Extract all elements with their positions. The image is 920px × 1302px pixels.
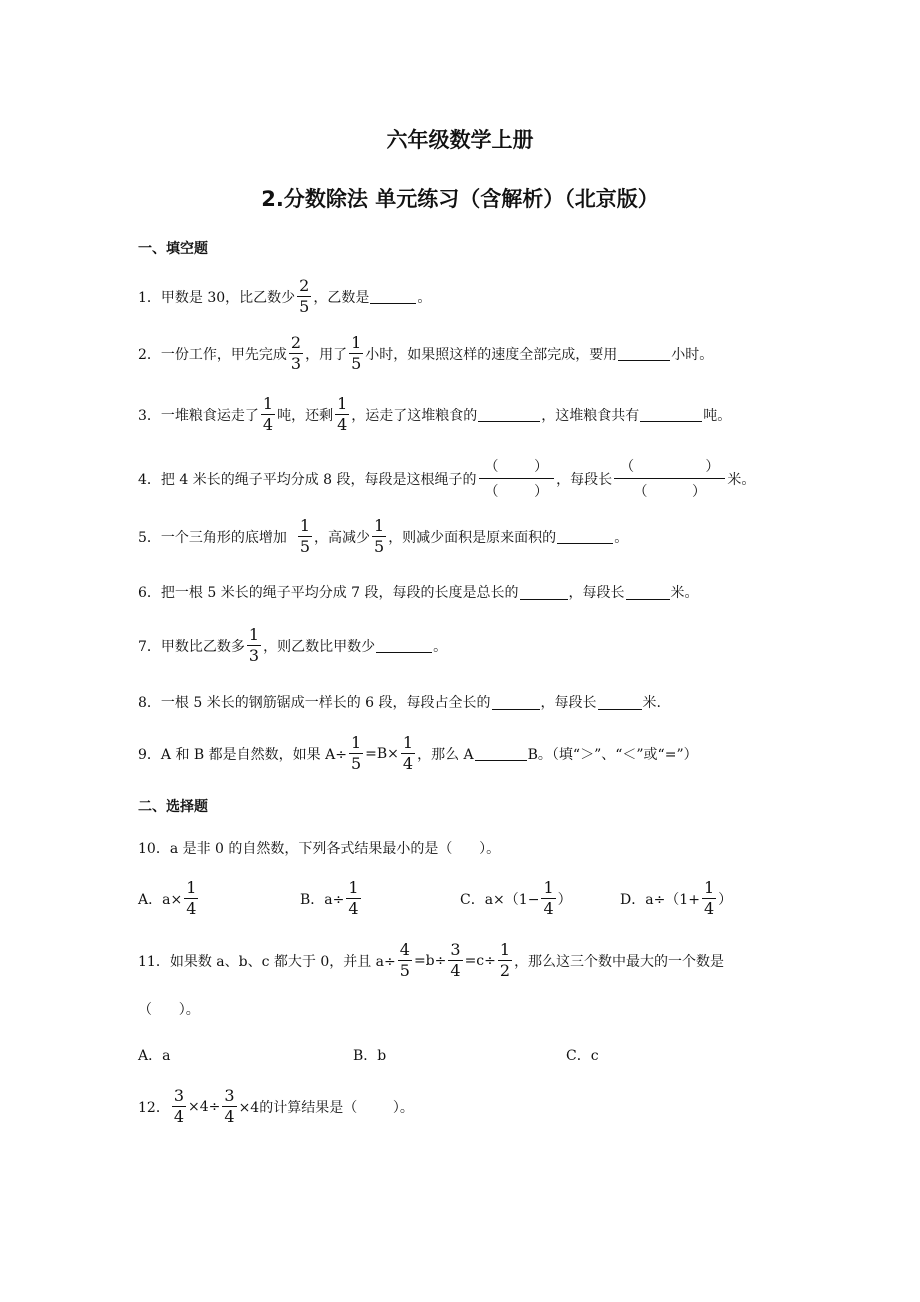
answer-blank[interactable] [598,695,642,710]
question-2: 2．一份工作，甲先完成 $\frac{2}{3}$ ，用了 $\frac{1}{5}$ 小时，如果照这样的速度全部完成，要用 小时。 [138,333,714,373]
answer-blank[interactable] [478,407,540,422]
option-d[interactable]: D．a÷（1+ $\frac{1}{4}$ ） [620,878,733,918]
answer-blank[interactable] [520,585,568,600]
fraction: $\frac{1}{4}$ [348,878,359,918]
answer-blank[interactable] [376,638,432,653]
fraction: $\frac{1}{4}$ [703,878,715,918]
document-subtitle: 2.分数除法 单元练习（含解析）（北京版） [261,187,659,211]
option-b[interactable]: B．a÷ $\frac{1}{4}$ [300,878,359,918]
fraction: $\frac{1}{4}$ [402,733,414,773]
fraction: $\frac{1}{4}$ [337,394,348,434]
fraction: $\frac{3}{4}$ [450,940,461,980]
answer-blank[interactable] [492,695,540,710]
question-3: 3．一堆粮食运走了 $\frac{1}{4}$ 吨，还剩 $\frac{1}{4}$ ，运走了这堆粮食的 ，这堆粮食共有 吨。 [138,394,732,434]
fraction: $\frac{1}{4}$ [186,878,197,918]
section-fill-in-blank: 一、填空题 [138,241,208,257]
answer-blank[interactable] [640,407,702,422]
question-8: 8．一根 5 米长的钢筋锯成一样长的 6 段，每段占全长的 ，每段长 米. [138,695,661,711]
paren-fraction[interactable]: $\frac{( )}{( )}$ [614,456,725,501]
fraction: $\frac{3}{4}$ [173,1086,185,1126]
fraction: $\frac{1}{5}$ [350,733,362,773]
question-11-line-2: （ ）。 [138,1002,200,1018]
question-11: 11．如果数 a、b、c 都大于 0，并且 a÷ $\frac{4}{5}$ =b÷ $\frac{3}{4}$ =c÷ $\frac{1}{2}$ ，那么这三个数中最大的一个数是 [138,940,725,980]
fraction: $\frac{1}{2}$ [499,940,511,980]
fraction: $\frac{1}{5}$ [351,333,362,373]
fraction: $\frac{3}{4}$ [224,1086,235,1126]
section-multiple-choice: 二、选择题 [138,799,208,815]
fraction: $\frac{1}{5}$ [374,516,385,556]
fraction: $\frac{1}{5}$ [299,516,310,556]
answer-blank[interactable] [618,346,670,361]
question-1: 1．甲数是 30，比乙数少 $\frac{2}{5}$ ，乙数是 。 [138,276,432,316]
option-a[interactable]: A．a× $\frac{1}{4}$ [138,878,197,918]
question-9: 9．A 和 B 都是自然数，如果 A÷ $\frac{1}{5}$ =B× $\frac{1}{4}$ ，那么 A B。（填“＞”、“＜”或“=”） [138,733,698,773]
question-6: 6．把一根 5 米长的绳子平均分成 7 段，每段的长度是总长的 ，每段长 米。 [138,585,699,601]
answer-blank[interactable] [370,289,416,304]
fraction: $\frac{1}{3}$ [248,625,260,665]
option-b[interactable]: B．b [353,1048,387,1064]
question-7: 7．甲数比乙数多 $\frac{1}{3}$ ，则乙数比甲数少 。 [138,625,448,665]
question-4: 4．把 4 米长的绳子平均分成 8 段，每段是这根绳子的 $\frac{( )}{( )}$ ，每段长 $\frac{( )}{( )}$ 米。 [138,456,755,501]
option-a[interactable]: A．a [138,1048,171,1064]
answer-blank[interactable] [557,529,613,544]
question-12: 12． $\frac{3}{4}$ ×4÷ $\frac{3}{4}$ ×4的计算结果是（ ）。 [138,1086,414,1126]
fraction: $\frac{4}{5}$ [399,940,410,980]
document-title: 六年级数学上册 [386,128,534,152]
fraction: $\frac{1}{4}$ [543,878,554,918]
answer-blank[interactable] [626,585,670,600]
fraction: $\frac{2}{5}$ [299,276,310,316]
fraction: $\frac{1}{4}$ [262,394,274,434]
answer-blank[interactable] [475,746,527,761]
paren-fraction[interactable]: $\frac{( )}{( )}$ [479,456,555,501]
question-10: 10．a 是非 0 的自然数，下列各式结果最小的是（ ）。 [138,841,501,857]
question-5: 5．一个三角形的底增加 $\frac{1}{5}$ ，高减少 $\frac{1}{5}$ ，则减少面积是原来面积的 。 [138,516,629,556]
option-c[interactable]: C．c [566,1048,599,1064]
option-c[interactable]: C．a×（1− $\frac{1}{4}$ ） [460,878,572,918]
fraction: $\frac{2}{3}$ [290,333,302,373]
